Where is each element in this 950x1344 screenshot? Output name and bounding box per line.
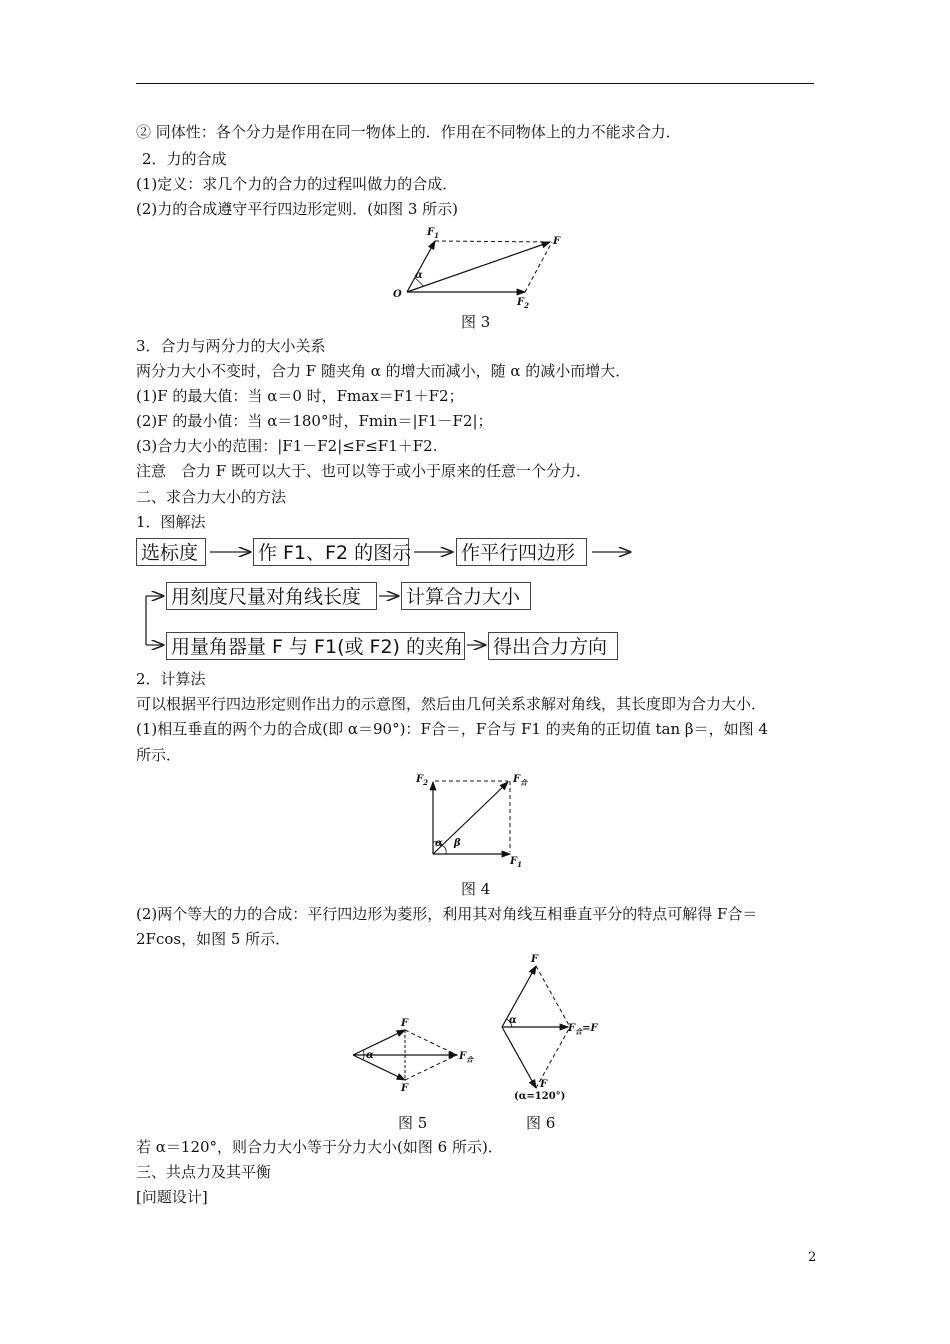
text-line-2: 2．力的合成 xyxy=(142,150,227,168)
fig6-label-alpha: α xyxy=(509,1015,517,1026)
text-line-16: 所示． xyxy=(136,746,182,764)
text-line-6: 两分力大小不变时，合力 F 随夹角 α 的增大而减小，随 α 的减小而增大． xyxy=(136,362,631,380)
figure-4-caption: 图 4 xyxy=(461,880,491,898)
figure-5-caption: 图 5 xyxy=(398,1114,428,1132)
text-line-15: (1)相互垂直的两个力的合成(即 α＝90°)：F合＝，F合与 F1 的夹角的正切值 tan β＝，如图 4 xyxy=(136,720,768,738)
flow-box-draw-parallelogram: 作平行四边形 xyxy=(456,538,587,566)
text-line-14: 可以根据平行四边形定则作出力的示意图，然后由几何关系求解对角线，其长度即为合力大小． xyxy=(136,695,767,713)
text-line-10: 注意 合力 F 既可以大于、也可以等于或小于原来的任意一个分力． xyxy=(136,462,591,480)
figure-6-120-degrees xyxy=(490,950,620,1108)
figure-5-rhombus xyxy=(345,1012,480,1092)
fig4-label-fhe: $F_合$ xyxy=(513,774,528,787)
text-line-8: (2)F 的最小值：当 α＝180°时，Fmin＝|F1－F2|； xyxy=(136,412,493,430)
page-number: 2 xyxy=(808,1250,817,1265)
fig3-label-f1: $F_1$ xyxy=(427,227,439,240)
flow-box-measure-angle: 用量角器量 F 与 F1(或 F2) 的夹角 xyxy=(166,632,465,660)
flow-box-draw-forces: 作 F1、F2 的图示 xyxy=(253,538,409,566)
text-line-7: (1)F 的最大值：当 α＝0 时，Fmax＝F1＋F2； xyxy=(136,387,464,405)
text-line-13: 2．计算法 xyxy=(136,670,206,688)
text-line-20: 三、共点力及其平衡 xyxy=(136,1163,272,1181)
fig4-label-f1: $F_1$ xyxy=(510,856,522,869)
figure-3-parallelogram xyxy=(385,225,575,310)
fig6-label-fhe: $F_合=F$ xyxy=(568,1023,598,1036)
fig6-label-note: (α=120°) xyxy=(514,1091,566,1102)
text-line-1: ② 同体性：各个分力是作用在同一物体上的．作用在不同物体上的力不能求合力． xyxy=(136,123,681,141)
text-line-17: (2)两个等大的力的合成：平行四边形为菱形，利用其对角线互相垂直平分的特点可解得 F合＝ xyxy=(136,905,758,923)
flow-box-select-scale: 选标度 xyxy=(136,538,206,566)
fig5-label-f-top: F xyxy=(401,1018,409,1029)
fig4-label-f2: $F_2$ xyxy=(416,774,428,787)
fig3-label-o: O xyxy=(393,289,402,300)
flow-box-get-direction: 得出合力方向 xyxy=(488,632,618,660)
fig4-label-beta: β xyxy=(454,838,461,849)
figure-4-perpendicular-forces xyxy=(410,768,540,873)
fig5-label-f-bottom: F xyxy=(401,1083,409,1094)
figure-6-caption: 图 6 xyxy=(526,1114,556,1132)
text-line-4: (2)力的合成遵守平行四边形定则．(如图 3 所示) xyxy=(136,200,459,218)
text-line-12: 1．图解法 xyxy=(136,513,206,531)
figure-3-caption: 图 3 xyxy=(461,313,491,331)
text-line-11: 二、求合力大小的方法 xyxy=(136,488,287,506)
text-line-18: 2Fcos，如图 5 所示． xyxy=(136,930,291,948)
fig3-label-f: F xyxy=(553,236,561,247)
text-line-9: (3)合力大小的范围：|F1－F2|≤F≤F1＋F2. xyxy=(136,437,438,455)
text-line-21: [问题设计] xyxy=(136,1188,208,1206)
fig6-label-f-bottom: F xyxy=(540,1079,548,1090)
text-line-3: (1)定义：求几个力的合力的过程叫做力的合成． xyxy=(136,175,458,193)
fig5-label-fhe: $F_合$ xyxy=(459,1051,474,1064)
fig3-label-f2: $F_2$ xyxy=(517,297,529,310)
fig5-label-alpha: α xyxy=(366,1050,374,1061)
flow-box-compute-magnitude: 计算合力大小 xyxy=(401,582,531,610)
text-line-5: 3．合力与两分力的大小关系 xyxy=(136,337,326,355)
fig6-label-f-top: F xyxy=(531,954,539,965)
fig3-label-alpha: α xyxy=(415,270,423,281)
header-rule xyxy=(136,83,814,84)
fig4-label-alpha: α xyxy=(435,838,443,849)
flowchart-arrows xyxy=(130,536,640,661)
flow-box-measure-diagonal: 用刻度尺量对角线长度 xyxy=(166,582,377,610)
text-line-19: 若 α＝120°，则合力大小等于分力大小(如图 6 所示)． xyxy=(136,1138,503,1156)
